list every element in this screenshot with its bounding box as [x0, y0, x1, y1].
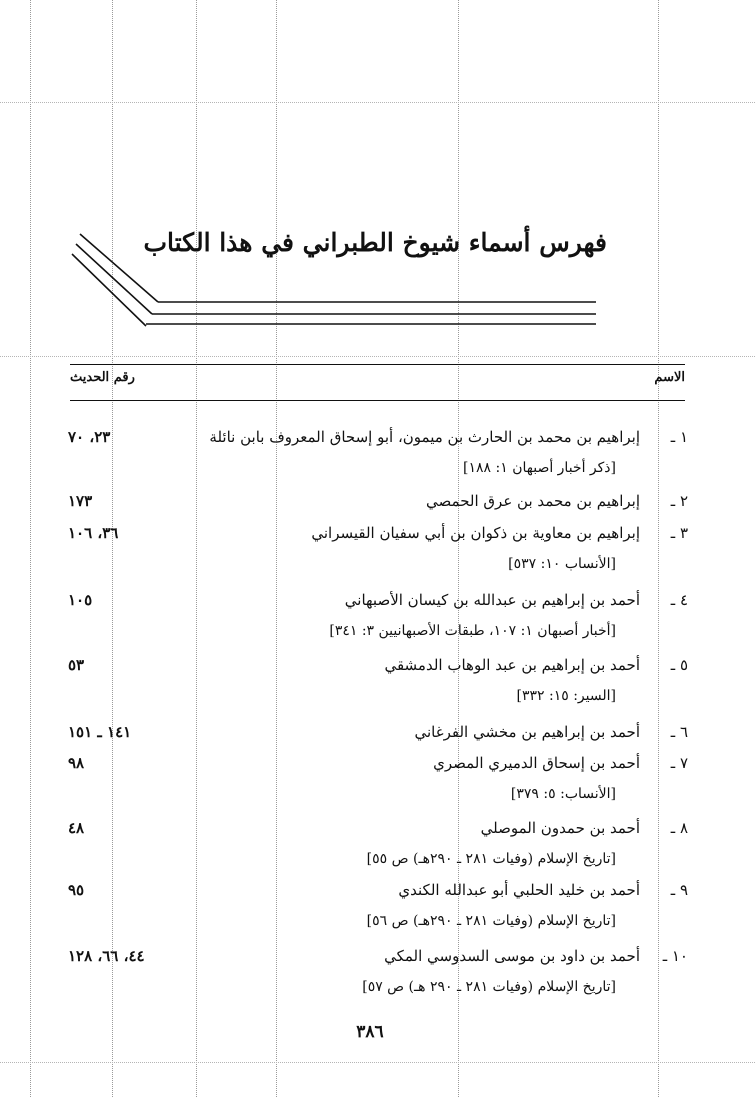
- entry-number: ٥ ـ: [670, 656, 688, 674]
- entry-hadith-numbers: ٤٤، ٦٦، ١٢٨: [68, 947, 145, 965]
- entry-source: [السير: ١٥: ٣٣٢]: [516, 688, 616, 704]
- entry-name: إبراهيم بن محمد بن عرق الحمصي: [426, 492, 640, 510]
- scan-guide-line: [30, 0, 31, 1097]
- entry-hadith-numbers: ٩٥: [68, 881, 85, 899]
- entry-number: ١٠ ـ: [662, 947, 688, 965]
- entry-source: [تاريخ الإسلام (وفيات ٢٨١ ـ ٢٩٠هـ) ص ٥٥]: [366, 851, 616, 867]
- entry-hadith-numbers: ١٠٥: [68, 591, 93, 609]
- scan-guide-line: [0, 102, 755, 103]
- page-title: فهرس أسماء شيوخ الطبراني في هذا الكتاب: [143, 228, 607, 257]
- scan-guide-line: [0, 1062, 755, 1063]
- entry-hadith-numbers: ٥٣: [68, 656, 85, 674]
- entry-name: أحمد بن حمدون الموصلي: [480, 819, 640, 837]
- entry-name: أحمد بن إسحاق الدميري المصري: [433, 754, 640, 772]
- page-number: ٣٨٦: [356, 1022, 384, 1042]
- entry-number: ٨ ـ: [670, 819, 688, 837]
- entry-name: إبراهيم بن محمد بن الحارث بن ميمون، أبو إسحاق المعروف بابن نائلة: [209, 428, 640, 446]
- entry-source: [تاريخ الإسلام (وفيات ٢٨١ ـ ٢٩٠ هـ) ص ٥٧]: [362, 979, 616, 995]
- title-ornament: [70, 228, 610, 328]
- header-top-rule: [70, 364, 685, 365]
- entry-source: [الأنساب ١٠: ٥٣٧]: [508, 556, 616, 572]
- column-header-hadith-number: رقم الحديث: [70, 370, 135, 385]
- entry-number: ١ ـ: [670, 428, 688, 446]
- entry-hadith-numbers: ٢٣، ٧٠: [68, 428, 111, 446]
- list-item: [68, 653, 688, 717]
- entry-hadith-numbers: ١٧٣: [68, 492, 93, 510]
- list-item: [68, 489, 688, 521]
- list-item: [68, 878, 688, 942]
- list-item: [68, 944, 688, 1008]
- entry-source: [الأنساب: ٥: ٣٧٩]: [510, 786, 616, 802]
- entry-source: [تاريخ الإسلام (وفيات ٢٨١ ـ ٢٩٠هـ) ص ٥٦]: [366, 913, 616, 929]
- entry-hadith-numbers: ١٤١ ـ ١٥١: [68, 723, 132, 741]
- column-header-name: الاسم: [654, 370, 685, 385]
- header-bottom-rule: [70, 400, 685, 401]
- entry-hadith-numbers: ٤٨: [68, 819, 85, 837]
- entry-name: أحمد بن داود بن موسى السدوسي المكي: [384, 947, 640, 965]
- list-item: [68, 521, 688, 585]
- list-item: [68, 751, 688, 815]
- entry-source: [ذكر أخبار أصبهان ١: ١٨٨]: [463, 460, 616, 476]
- scan-guide-line: [0, 356, 755, 357]
- list-item: [68, 425, 688, 489]
- entry-number: ٣ ـ: [670, 524, 688, 542]
- entry-number: ٢ ـ: [670, 492, 688, 510]
- list-item: [68, 588, 688, 652]
- entry-number: ٦ ـ: [670, 723, 688, 741]
- entry-hadith-numbers: ٣٦، ١٠٦: [68, 524, 119, 542]
- entry-source: [أخبار أصبهان ١: ١٠٧، طبقات الأصبهانيين ٣: ٣٤١]: [329, 623, 616, 639]
- entry-name: أحمد بن إبراهيم بن مخشي الفرغاني: [414, 723, 640, 741]
- list-item: [68, 816, 688, 880]
- entry-number: ٤ ـ: [670, 591, 688, 609]
- entry-name: أحمد بن خليد الحلبي أبو عبدالله الكندي: [398, 881, 640, 899]
- entry-name: إبراهيم بن معاوية بن ذكوان بن أبي سفيان القيسراني: [311, 524, 640, 542]
- list-item: [68, 720, 688, 752]
- entry-number: ٧ ـ: [670, 754, 688, 772]
- entry-hadith-numbers: ٩٨: [68, 754, 85, 772]
- entry-number: ٩ ـ: [670, 881, 688, 899]
- entry-name: أحمد بن إبراهيم بن عبدالله بن كيسان الأصبهاني: [344, 591, 640, 609]
- entry-name: أحمد بن إبراهيم بن عبد الوهاب الدمشقي: [384, 656, 640, 674]
